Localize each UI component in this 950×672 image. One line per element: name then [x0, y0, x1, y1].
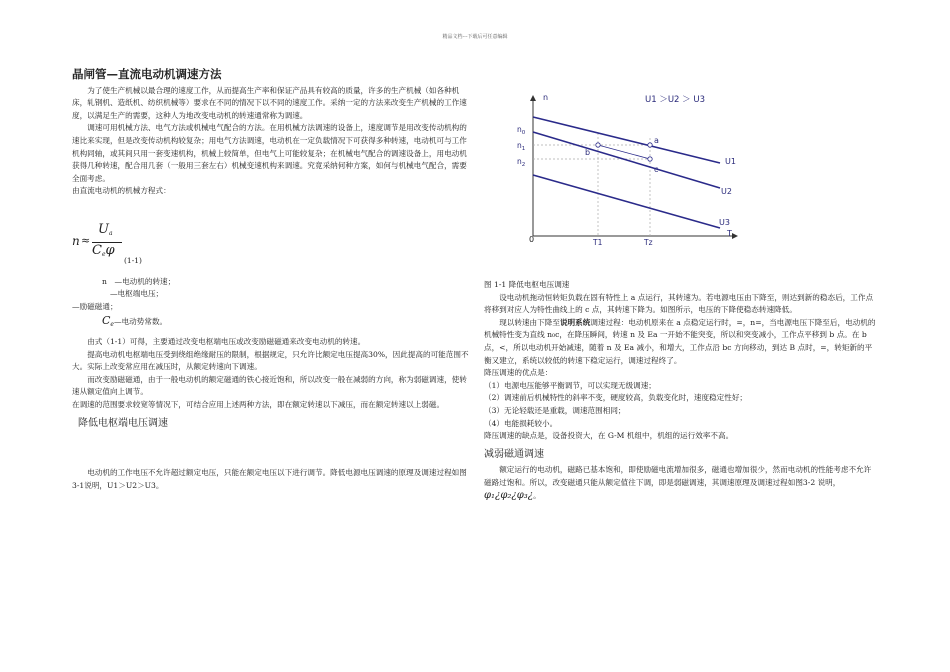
- y-axis-label: n: [543, 93, 549, 102]
- list-item: （2）调速前后机械特性的斜率不变，硬度较高，负载变化时，速度稳定性好；: [484, 393, 748, 403]
- section-heading: 减弱磁通调速: [484, 448, 544, 460]
- point-c: [648, 157, 652, 161]
- label-u2: U2: [721, 187, 732, 196]
- formula-n: n: [72, 234, 80, 248]
- paragraph: 现以转速由下降至说明系统调速过程：电动机原来在 a 点稳定运行时，=，n=，当电源电压下降至后，电动机的机械特性变为直线 n₀c，在降压瞬间，转速 n 及 Ea 一开始不能突变，所以和突变减小，工作点平移到 b 点。在 b 点，<，所以电动机开始减速，随着 n 及 Ea 减小，和增大，工作点沿 bc 方向移动，到达 B 点时，=，转矩新的平衡又建立，系统以较低的转速下稳定运行，调速过程终了。: [484, 317, 876, 365]
- left-column: [72, 68, 470, 198]
- variable-definitions: [72, 276, 470, 332]
- def-n: n —电动机的转速；: [102, 277, 176, 286]
- n1-label: $n_1$: [517, 141, 526, 152]
- paragraph: 由式（1-1）可得，主要通过改变电枢端电压或改变励磁磁通来改变电动机的转速。: [87, 337, 366, 346]
- paragraph: 电动机的工作电压不允许超过额定电压，只能在额定电压以下进行调节。降低电源电压调速的原理及调速过程如图3-1说明，U1＞U2＞U3。: [72, 468, 467, 490]
- def-phi: —励磁磁通；: [72, 301, 118, 311]
- paragraph: 降压调速的优点是：: [484, 368, 553, 378]
- paragraph: 调速可用机械方法、电气方法或机械电气配合的方法。在用机械方法调速的设备上，速度调节是用改变传动机构的速比来实现，但是改变传动机构较复杂；用电气方法调速，电动机在一定负载情况下可获得多种转速，电动机可与工作机构同轴，或其间只用一套变速机构，机械上较简单，但电气上可能较复杂；在机械电气配合的调速设备上，用电动机获得几种转速，配合用几套（一般用三套左右）机械变速机构来调速。究竟采纳何种方案，如何与机械电气配合，需要全面考虑。: [72, 123, 467, 183]
- formula-numerator: $U_a$: [98, 222, 113, 237]
- transition-bc: [598, 145, 650, 159]
- n0-label: $n_0$: [517, 125, 526, 136]
- right-column: [484, 279, 876, 502]
- list-item: （4）电能损耗较小。: [484, 418, 558, 428]
- legend-text: U1 ＞U2 ＞ U3: [645, 95, 705, 105]
- voltage-speed-chart: [505, 88, 765, 258]
- paragraph: 提高电动机电枢端电压受到绕组绝缘耐压的限制，根据规定，只允许比额定电压提高30%，因此提高的可能范围不大。实际上改变常应用在减压时，从额定转速向下调速。: [72, 349, 469, 372]
- label-c: c: [654, 165, 659, 174]
- page-header: 精品文档---下载后可任意编辑: [442, 34, 508, 40]
- point-a: [648, 143, 652, 147]
- origin-label: 0: [529, 235, 535, 244]
- figure-caption: 图 1-1 降低电枢电压调速: [484, 280, 570, 289]
- label-t1: T1: [593, 238, 603, 247]
- paragraph: 在调速的范围要求较宽等情况下，可结合应用上述两种方法，即在额定转速以下减压，而在额定转速以上弱磁。: [72, 399, 445, 409]
- phi-sequence: φ₁¿φ₂¿φ₃¿: [484, 489, 534, 501]
- list-item: （1）电源电压能够平衡调节，可以实现无级调速；: [484, 380, 656, 390]
- x-axis-label: T: [727, 229, 732, 238]
- left-column-lower: [72, 336, 470, 430]
- label-tz: Tz: [644, 238, 653, 247]
- paragraph: 而改变励磁磁通，由于一般电动机的额定磁通的铁心接近饱和，所以改变一般在减弱的方向，称为弱磁调速，使转速从额定值向上调节。: [72, 374, 467, 397]
- def-ua: —电枢端电压；: [110, 289, 164, 299]
- label-a: a: [654, 136, 659, 145]
- article-title: 晶闸管—直流电动机调速方法: [72, 67, 222, 81]
- def-ce: $C_e—$电动势常数。: [102, 314, 168, 329]
- point-b: [596, 143, 600, 147]
- label-u3: U3: [719, 218, 730, 227]
- speed-formula: [72, 222, 212, 267]
- paragraph: 额定运行的电动机，磁路已基本饱和，即使励磁电流增加很多，磁通也增加很少，然而电动机的性能考虑不允许磁路过饱和。所以，改变磁通只能从额定值往下调，即是弱磁调速，其调速原理及调速过程如图3-2 说明，φ₁¿φ₂¿φ₃¿。: [484, 465, 872, 501]
- label-u1: U1: [725, 157, 736, 166]
- formula-number: (1-1): [124, 256, 142, 265]
- formula-denominator: $C_e\varphi$: [92, 243, 115, 258]
- left-column-end: [72, 467, 470, 492]
- line-u3: [533, 175, 720, 228]
- n2-label: $n_2$: [517, 157, 526, 168]
- section-heading: 降低电枢端电压调速: [78, 417, 168, 429]
- list-item: （3）无论轻载还是重载，调速范围相同；: [484, 405, 626, 415]
- paragraph: 设电动机拖动恒转矩负载在固有特性上 a 点运行，其转速为。若电源电压由下降至，则达到新的稳态后，工作点将移到对应人为特性曲线上的 c 点，其转速下降为。如图所示，电压的下降使稳态转速降低。: [484, 292, 874, 315]
- paragraph: 由直流电动机的机械方程式：: [72, 186, 171, 196]
- paragraph: 降压调速的缺点是，设备投资大，在 G-M 机组中，机组的运行效率不高。: [484, 431, 734, 441]
- formula-approx: ≈: [81, 234, 91, 247]
- paragraph: 为了使生产机械以最合理的速度工作，从而提高生产率和保证产品具有较高的质量，许多的生产机械（如各种机床，轧钢机、造纸机、纺织机械等）要求在不同的情况下以不同的速度工作。采纳一定的方法来改变生产机械的工作速度，以满足生产的需要，这种人为地改变电动机的转速通常称为调速。: [72, 85, 467, 120]
- label-b: b: [585, 148, 591, 157]
